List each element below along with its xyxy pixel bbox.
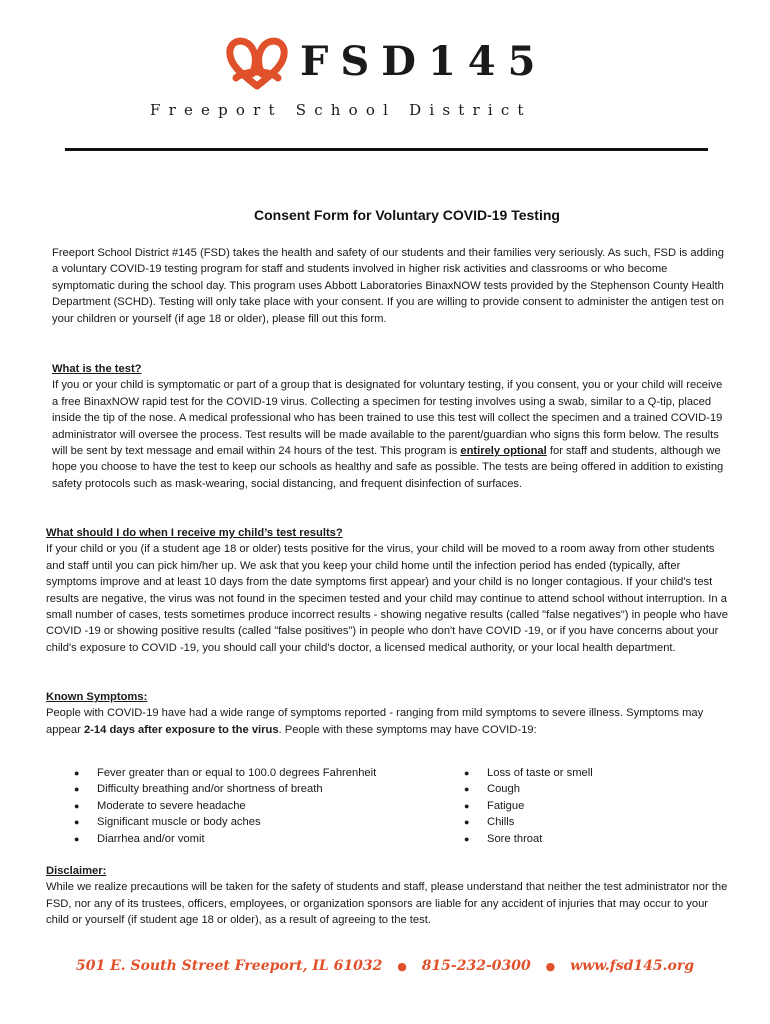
list-item: ● Cough (464, 781, 593, 797)
test-section (52, 361, 728, 492)
footer-contact (0, 958, 770, 974)
results-heading: What should I do when I receive my child’s test results? (46, 527, 343, 539)
footer-address: 501 E. South Street Freeport, IL 61032 (75, 958, 383, 974)
list-item: ● Chills (464, 814, 593, 830)
letterhead (0, 0, 770, 160)
footer-website[interactable]: www.fsd145.org (570, 958, 695, 974)
header-divider (65, 148, 708, 151)
symptoms-text-after: . People with these symptoms may have COVID-19: (278, 723, 537, 736)
list-item: ● Fatigue (464, 798, 593, 814)
disclaimer-text: While we realize precautions will be taken for the safety of students and staff, please understand that neither the test administrator nor the FSD, nor any of its trustees, officers, employees, or organization sponsors are liable for any accident of injuries that may occur to your child or yourself (if student age 18 or older), as a result of agreeing to the test. (46, 881, 728, 927)
results-text: If your child or you (if a student age 18 or older) tests positive for the virus, your child will be moved to a room away from other students and staff until you can pick him/her up. We ask that you keep your child home until the infection period has ended (typically, after symptoms improve and at least 10 days from the date symptoms first appear) and your child is no longer contagious. If your child's test results are negative, the virus was not found in the specimen tested and your child may continue to attend school without interruption. In a small number of cases, tests sometimes produce incorrect results - showing negative results (called "false negatives") in people who have COVID -19 or showing positive results (called "false positives") in people who don't have COVID -19, or if you have concerns about your child's exposure to COVID -19, you should call your child's doctor, a licensed medical authority, or your local health department. (46, 543, 729, 654)
list-item: ● Sore throat (464, 831, 593, 847)
intro-paragraph: Freeport School District #145 (FSD) takes the health and safety of our students and their families very seriously. As such, FSD is adding a voluntary COVID-19 testing program for staff and students involved in higher risk activities and classrooms or who become symptomatic during the school day. This program uses Abbott Laboratories BinaxNOW tests provided by the Stephenson County Health Department (SCHD). Testing will only take place with your consent. If you are willing to provide consent to administer the antigen test on your children or yourself (if age 18 or older), please fill out this form. (52, 247, 724, 325)
list-item: ● Moderate to severe headache (74, 798, 376, 814)
list-item: ● Significant muscle or body aches (74, 814, 376, 830)
list-item: ● Fever greater than or equal to 100.0 degrees Fahrenheit (74, 765, 376, 781)
symptoms-section (46, 689, 730, 738)
district-name: Freeport School District (150, 101, 532, 119)
test-heading: What is the test? (52, 363, 142, 375)
list-item: ● Difficulty breathing and/or shortness of breath (74, 781, 376, 797)
pretzel-logo-icon (222, 34, 292, 92)
footer-phone: 815-232-0300 (421, 958, 531, 974)
list-item: ● Diarrhea and/or vomit (74, 831, 376, 847)
symptoms-emphasis: 2-14 days after exposure to the virus (83, 723, 279, 736)
symptoms-heading: Known Symptoms: (46, 691, 148, 703)
disclaimer-section (46, 863, 730, 929)
form-title: Consent Form for Voluntary COVID-19 Testing (254, 207, 560, 223)
results-section (46, 525, 730, 656)
disclaimer-heading: Disclaimer: (46, 865, 107, 877)
test-emphasis: entirely optional (460, 445, 547, 458)
logo-wordmark: FSD145 (300, 38, 548, 85)
symptoms-list-right (464, 765, 593, 847)
bullet-separator-icon: ● (397, 960, 407, 973)
test-text-before: If you or your child is symptomatic or part of a group that is designated for voluntary testing, if you consent, you or your child will receive a free BinaxNOW rapid test for the COVID-19 virus. Collecting a specimen for testing involves using a swab, similar to a Q-tip, placed inside the tip of the nose. A medical professional who has been trained to use this test will collect the specimen and a trained COVID-19 administrator will oversee the process. Test results will be made available to the parent/guardian who signs this form below. The results will be sent by text message and email within 24 hours of the test. This program is (52, 379, 723, 458)
list-item: ● Loss of taste or smell (464, 765, 593, 781)
test-text-after: for staff and students, although we hope you choose to have the test to keep our schools as healthy and safe as possible. The tests are being offered in addition to existing safety protocols such as mask-wearing, social distancing, and frequent disinfection of surfaces. (52, 445, 724, 490)
symptoms-text-before: People with COVID-19 have had a wide range of symptoms reported - ranging from mild symptoms to severe illness. Symptoms may appear (46, 707, 704, 736)
symptoms-list-left (74, 765, 376, 847)
bullet-separator-icon: ● (545, 960, 556, 973)
